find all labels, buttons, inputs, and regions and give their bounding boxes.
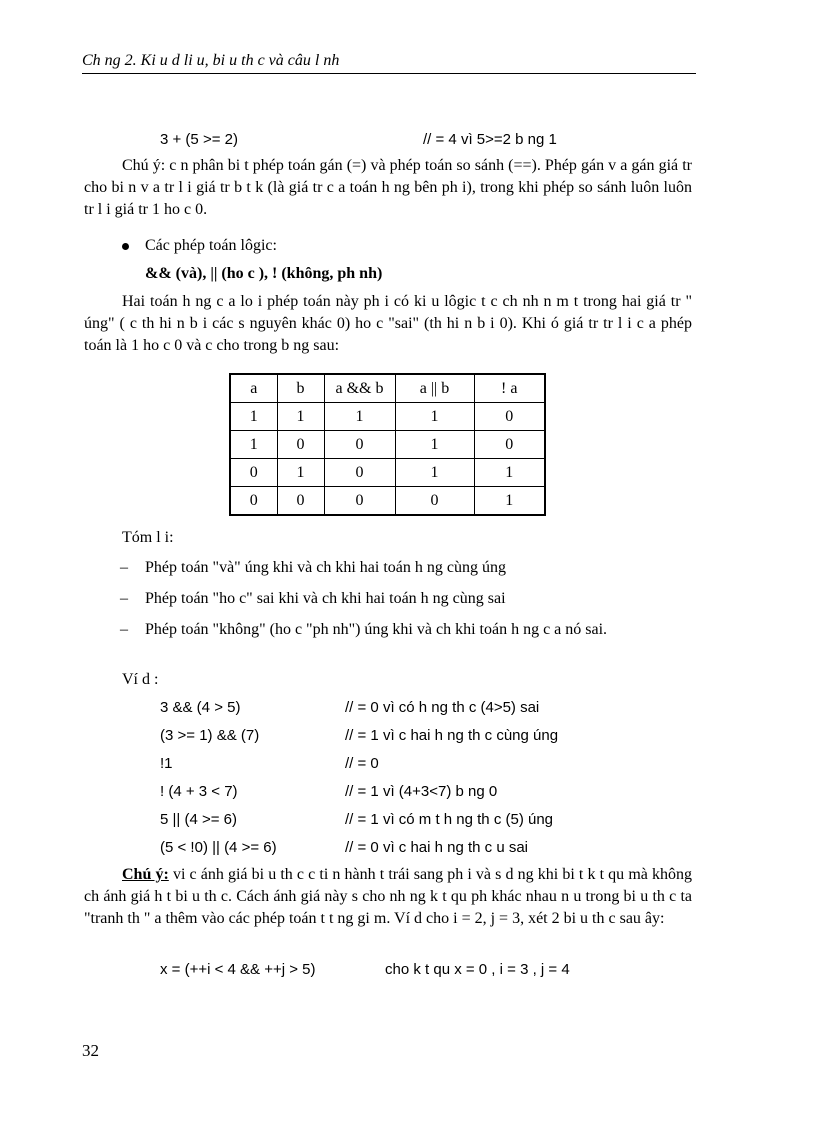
table-cell: 1 bbox=[230, 431, 277, 459]
table-header-cell: a || b bbox=[395, 374, 474, 403]
example-code: 5 || (4 >= 6) bbox=[160, 811, 237, 828]
chapter-header: Ch ng 2. Ki u d li u, bi u th c và câu l nh bbox=[82, 52, 340, 69]
table-cell: 0 bbox=[324, 459, 395, 487]
table-cell: 1 bbox=[324, 403, 395, 431]
table-cell: 0 bbox=[230, 459, 277, 487]
table-cell: 1 bbox=[474, 487, 545, 516]
table-header-cell: b bbox=[277, 374, 324, 403]
table-cell: 0 bbox=[277, 431, 324, 459]
table-row bbox=[230, 487, 545, 516]
table-header-cell: ! a bbox=[474, 374, 545, 403]
example-comment: // = 1 vì c hai h ng th c cùng úng bbox=[345, 727, 559, 744]
summary-item-or: Phép toán "ho c" sai khi và ch khi hai toán h ng cùng sai bbox=[145, 590, 506, 607]
intro-example-comment: // = 4 vì 5>=2 b ng 1 bbox=[423, 131, 557, 148]
table-cell: 0 bbox=[324, 487, 395, 516]
table-cell: 1 bbox=[277, 459, 324, 487]
page-number: 32 bbox=[82, 1041, 99, 1060]
example-comment: // = 0 bbox=[345, 755, 379, 772]
example-comment: // = 1 vì có m t h ng th c (5) úng bbox=[345, 811, 554, 828]
table-cell: 0 bbox=[277, 487, 324, 516]
table-row bbox=[230, 431, 545, 459]
note-evaluation-order bbox=[84, 864, 692, 930]
note-assignment-vs-compare: Chú ý: c n phân bi t phép toán gán (=) và phép toán so sánh (==). Phép gán v a gán giá tr cho bi n v a tr l i giá tr b t k (là giá tr c a toán h ng bên ph i), trong khi phép so sánh luôn luôn tr l i giá tr 1 ho c 0. bbox=[84, 157, 692, 218]
example-comment: // = 1 vì (4+3<7) b ng 0 bbox=[345, 783, 498, 800]
summary-label: Tóm l i: bbox=[122, 529, 174, 546]
dash-icon: – bbox=[120, 559, 128, 576]
bullet-logic-operators: Các phép toán lôgic: bbox=[145, 237, 277, 254]
table-cell: 1 bbox=[474, 459, 545, 487]
example-code: 3 && (4 > 5) bbox=[160, 699, 241, 716]
example-code: !1 bbox=[160, 755, 173, 772]
example-code: ! (4 + 3 < 7) bbox=[160, 783, 238, 800]
example-code: (5 < !0) || (4 >= 6) bbox=[160, 839, 277, 856]
example-comment: // = 0 vì c hai h ng th c u sai bbox=[345, 839, 529, 856]
note-text: vi c ánh giá bi u th c c ti n hành t trái sang ph i và s d ng khi bi t k t qu mà không ch ánh giá h t bi u th c. Cách ánh giá này s cho nh ng k t qu ph khác nhau n u trong bi u th c ta "tranh th " a thêm vào các phép toán t t ng gi m. Ví d cho i = 2, j = 3, xét 2 bi u th c sau ây: bbox=[84, 866, 692, 927]
dash-icon: – bbox=[120, 621, 128, 638]
example-comment: // = 0 vì có h ng th c (4>5) sai bbox=[345, 699, 540, 716]
table-cell: 1 bbox=[395, 403, 474, 431]
table-header-cell: a && b bbox=[324, 374, 395, 403]
final-example-comment: cho k t qu x = 0 , i = 3 , j = 4 bbox=[385, 961, 570, 978]
truth-table bbox=[229, 373, 546, 516]
table-cell: 1 bbox=[395, 459, 474, 487]
intro-example-code: 3 + (5 >= 2) bbox=[160, 131, 238, 148]
example-label: Ví d : bbox=[122, 671, 159, 688]
bullet-dot-icon bbox=[122, 243, 129, 250]
table-cell: 0 bbox=[395, 487, 474, 516]
table-row bbox=[230, 403, 545, 431]
table-cell: 1 bbox=[395, 431, 474, 459]
header-divider bbox=[82, 73, 696, 74]
table-cell: 1 bbox=[230, 403, 277, 431]
table-cell: 0 bbox=[474, 431, 545, 459]
summary-item-and: Phép toán "và" úng khi và ch khi hai toán h ng cùng úng bbox=[145, 559, 506, 576]
final-example-code: x = (++i < 4 && ++j > 5) bbox=[160, 961, 316, 978]
table-row bbox=[230, 459, 545, 487]
table-cell: 1 bbox=[277, 403, 324, 431]
table-cell: 0 bbox=[230, 487, 277, 516]
summary-item-not: Phép toán "không" (ho c "ph nh") úng khi và ch khi toán h ng c a nó sai. bbox=[145, 621, 608, 638]
note-label: Chú ý: bbox=[122, 866, 169, 883]
operators-line: && (và), || (ho c ), ! (không, ph nh) bbox=[145, 265, 383, 282]
logic-intro-paragraph: Hai toán h ng c a lo i phép toán này ph i có ki u lôgic t c ch nh n m t trong hai giá tr " úng" ( c th hi n b i các s nguyên khác 0) ho c "sai" (th hi n b i 0). Khi ó giá tr tr l i c a phép toán là 1 ho c 0 và c cho trong b ng sau: bbox=[84, 293, 692, 354]
dash-icon: – bbox=[120, 590, 128, 607]
table-cell: 0 bbox=[324, 431, 395, 459]
table-cell: 0 bbox=[474, 403, 545, 431]
example-code: (3 >= 1) && (7) bbox=[160, 727, 260, 744]
table-header-cell: a bbox=[230, 374, 277, 403]
truth-table-header-row bbox=[230, 374, 545, 403]
